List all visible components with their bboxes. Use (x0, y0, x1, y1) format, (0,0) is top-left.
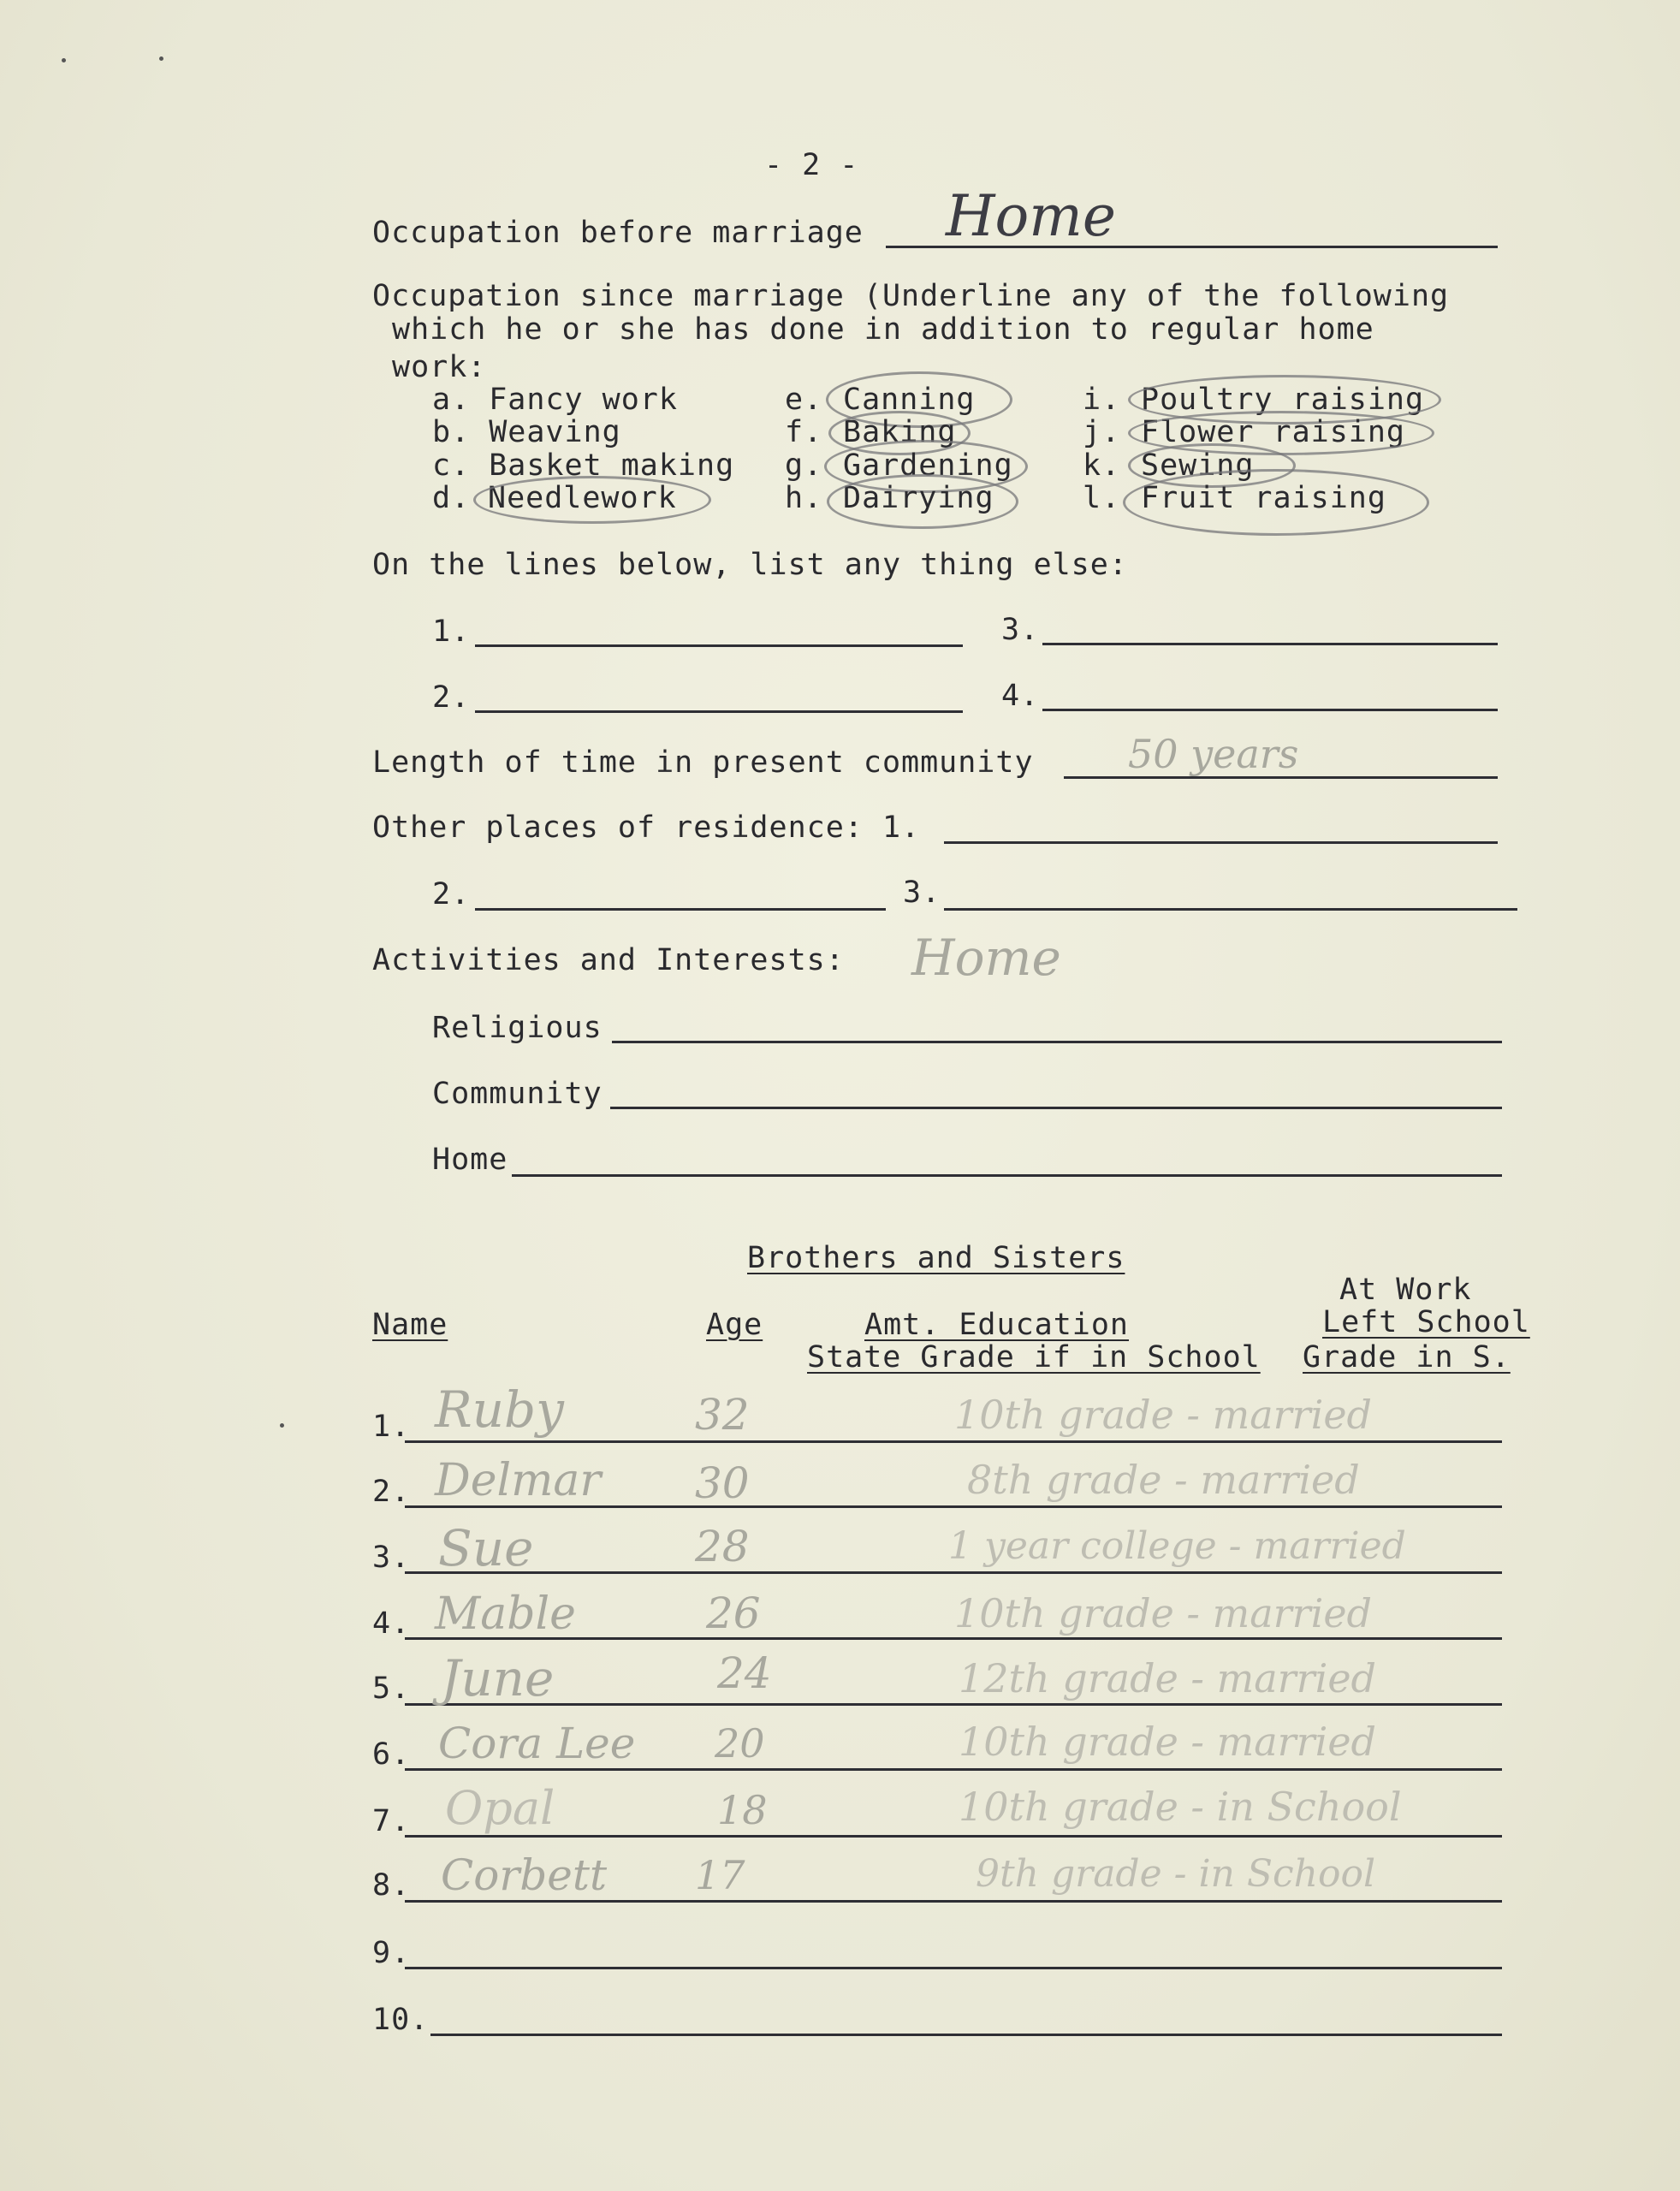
other-list-number-3: 3. (1001, 613, 1040, 647)
option-baking-letter: f. (785, 415, 823, 449)
row-number: 5. (372, 1671, 411, 1706)
other-places-label: Other places of residence: 1. (372, 810, 921, 845)
header-left-school: Left School (1322, 1305, 1530, 1339)
page-number: - 2 - (764, 148, 859, 182)
option-gardening[interactable]: Gardening (843, 448, 1013, 483)
other-list-number-2: 2. (432, 680, 471, 715)
other-list-number-4: 4. (1001, 679, 1040, 713)
other-list-line-3[interactable] (1042, 643, 1498, 645)
header-name: Name (372, 1308, 448, 1342)
option-sewing-letter: k. (1083, 448, 1121, 483)
row-line[interactable] (405, 1900, 1502, 1903)
other-places-line-2[interactable] (475, 908, 886, 911)
option-fruit-raising[interactable]: Fruit raising (1141, 481, 1386, 515)
header-at-work: At Work (1339, 1273, 1472, 1307)
option-flower-raising[interactable]: Flower raising (1141, 415, 1406, 449)
option-basket-making[interactable]: c. Basket making (432, 448, 735, 483)
option-sewing[interactable]: Sewing (1141, 448, 1255, 483)
row-number: 9. (372, 1936, 411, 1970)
row-number: 8. (372, 1868, 411, 1903)
speck-mark (280, 1423, 284, 1428)
siblings-title: Brothers and Sisters (747, 1241, 1125, 1275)
row-line[interactable] (405, 1571, 1502, 1574)
occupation-before-value[interactable]: Home (946, 183, 1116, 249)
option-canning[interactable]: Canning (843, 383, 976, 417)
sibling-name[interactable]: June (441, 1649, 555, 1707)
header-state-grade: State Grade if in School (807, 1340, 1261, 1375)
religious-line[interactable] (612, 1041, 1502, 1043)
community-label: Community (432, 1077, 603, 1111)
option-fruit-letter: l. (1083, 481, 1121, 515)
occupation-since-line1: Occupation since marriage (Underline any of the following (372, 279, 1450, 313)
sibling-name[interactable]: Delmar (435, 1455, 602, 1506)
home-label: Home (432, 1143, 508, 1177)
row-line[interactable] (405, 1967, 1502, 1969)
row-number: 1. (372, 1410, 411, 1444)
length-of-time-value[interactable]: 50 years (1128, 731, 1299, 777)
sibling-education[interactable]: 9th grade - in School (976, 1852, 1376, 1896)
row-number: 6. (372, 1737, 411, 1772)
sibling-name[interactable]: Corbett (441, 1850, 608, 1900)
circle-mark (1123, 469, 1429, 536)
community-line[interactable] (610, 1107, 1502, 1109)
other-places-line-3[interactable] (944, 908, 1517, 911)
sibling-education[interactable]: 1 year college - married (948, 1524, 1406, 1568)
speck-mark (62, 58, 66, 62)
occupation-since-line2: which he or she has done in addition to regular home (392, 312, 1374, 347)
row-line[interactable] (430, 2034, 1502, 2036)
sibling-education[interactable]: 10th grade - married (954, 1392, 1372, 1438)
occupation-before-label: Occupation before marriage (372, 216, 864, 250)
sibling-age[interactable]: 30 (695, 1458, 750, 1508)
circle-mark (473, 476, 711, 524)
other-places-number-3: 3. (903, 876, 941, 910)
row-number: 3. (372, 1541, 411, 1575)
religious-label: Religious (432, 1011, 603, 1045)
activities-label: Activities and Interests: (372, 943, 845, 977)
other-list-line-2[interactable] (475, 710, 963, 713)
sibling-age[interactable]: 17 (695, 1852, 745, 1898)
option-gardening-letter: g. (785, 448, 823, 483)
option-poultry-letter: i. (1083, 383, 1121, 417)
option-baking[interactable]: Baking (843, 415, 957, 449)
sibling-education[interactable]: 10th grade - married (954, 1590, 1372, 1636)
row-line[interactable] (405, 1768, 1502, 1771)
option-weaving[interactable]: b. Weaving (432, 415, 621, 449)
sibling-name[interactable]: Mable (435, 1588, 576, 1640)
sibling-education[interactable]: 12th grade - married (959, 1655, 1376, 1701)
sibling-age[interactable]: 32 (695, 1390, 750, 1440)
row-line[interactable] (405, 1440, 1502, 1443)
sibling-education[interactable]: 8th grade - married (967, 1457, 1360, 1503)
activities-value[interactable]: Home (911, 929, 1061, 987)
option-needlework-letter: d. (432, 481, 471, 515)
sibling-name[interactable]: Cora Lee (438, 1719, 636, 1768)
row-number: 2. (372, 1475, 411, 1509)
sibling-age[interactable]: 18 (717, 1787, 768, 1833)
sibling-age[interactable]: 28 (695, 1522, 750, 1571)
option-flower-letter: j. (1083, 415, 1121, 449)
speck-mark (159, 56, 163, 61)
option-fancy-work[interactable]: a. Fancy work (432, 383, 678, 417)
home-line[interactable] (512, 1174, 1502, 1177)
other-list-line-4[interactable] (1042, 709, 1498, 711)
header-grade-in-s: Grade in S. (1303, 1340, 1511, 1375)
sibling-age[interactable]: 20 (715, 1720, 765, 1766)
circle-mark (827, 474, 1018, 529)
option-canning-letter: e. (785, 383, 823, 417)
other-list-line-1[interactable] (475, 644, 963, 647)
header-amt-education: Amt. Education (864, 1308, 1130, 1342)
sibling-name[interactable]: Opal (445, 1781, 555, 1835)
other-list-number-1: 1. (432, 615, 471, 649)
sibling-age[interactable]: 26 (706, 1588, 761, 1638)
row-number: 4. (372, 1606, 411, 1641)
option-dairying-letter: h. (785, 481, 823, 515)
sibling-education[interactable]: 10th grade - in School (959, 1784, 1402, 1830)
other-places-line-1[interactable] (944, 841, 1498, 844)
option-poultry-raising[interactable]: Poultry raising (1141, 383, 1425, 417)
header-age: Age (706, 1308, 763, 1342)
length-of-time-label: Length of time in present community (372, 745, 1034, 780)
option-dairying[interactable]: Dairying (843, 481, 994, 515)
row-line[interactable] (405, 1703, 1502, 1706)
row-number: 10. (372, 2003, 430, 2037)
other-list-label: On the lines below, list any thing else: (372, 548, 1128, 582)
other-places-number-2: 2. (432, 877, 471, 911)
row-line[interactable] (405, 1835, 1502, 1838)
option-needlework[interactable]: Needlework (488, 481, 677, 515)
sibling-age[interactable]: 24 (717, 1648, 772, 1698)
occupation-since-line3: work: (392, 350, 487, 384)
sibling-education[interactable]: 10th grade - married (959, 1719, 1376, 1765)
sibling-name[interactable]: Sue (438, 1519, 534, 1577)
row-number: 7. (372, 1804, 411, 1838)
sibling-name[interactable]: Ruby (435, 1381, 564, 1439)
